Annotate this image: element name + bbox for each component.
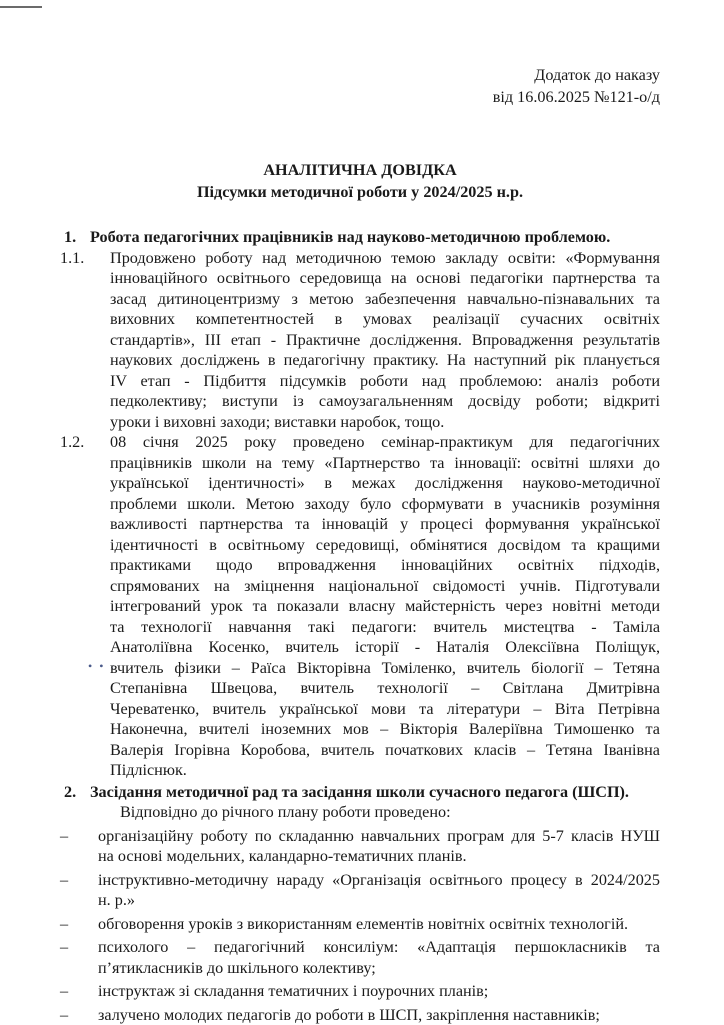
item-text <box>110 248 660 433</box>
text-line: спрямованих на зміцнення національної свідомості учнів. Підготували <box>110 576 660 597</box>
section-2-intro: Відповідно до річного плану роботи проведено: <box>60 802 660 823</box>
text-line: педколективу; виступи із самоузагальненням досвіду роботи; відкриті <box>110 391 660 412</box>
text-line: інструктаж зі складання тематичних і поурочних планів; <box>98 981 660 1002</box>
list-item <box>60 937 660 978</box>
text-line: обговорення уроків з використанням елементів новітніх освітніх технологій. <box>98 914 660 935</box>
text-line: Наконечна, вчителі іноземних мов – Вікторія Валеріївна Тимошенко та <box>110 719 660 740</box>
list-dash: – <box>60 937 98 978</box>
text-line: Підліснюк. <box>110 760 660 781</box>
text-line: та технології навчання такі педагоги: вчитель мистецтва - Таміла <box>110 617 660 638</box>
section-2-title: Засідання методичної рад та засідання школи сучасного педагога (ШСП). <box>90 782 629 803</box>
text-line: української ідентичності» в межах дослідження науково-методичної <box>110 473 660 494</box>
list-item-text <box>98 937 660 978</box>
list-item-text <box>98 1005 660 1025</box>
appendix-reference <box>60 64 660 108</box>
text-line: інноваційного освітнього середовища на основі педагогіки партнерства та <box>110 268 660 289</box>
list-item-text <box>98 870 660 911</box>
section-2-heading <box>60 782 660 803</box>
list-item <box>60 870 660 911</box>
list-dash: – <box>60 914 98 935</box>
document-subtitle: Підсумки методичної роботи у 2024/2025 н.р. <box>60 181 660 203</box>
section-1-number: 1. <box>60 227 90 248</box>
text-line: засад дитиноцентризму з метою забезпечення навчально-пізнавальних та <box>110 289 660 310</box>
item-number: 1.2. <box>60 432 110 781</box>
appendix-line-2: від 16.06.2025 №121-о/д <box>60 86 660 108</box>
list-item-text <box>98 981 660 1002</box>
list-item-text <box>98 826 660 867</box>
text-line: залучено молодих педагогів до роботи в ШСП, закріплення наставників; <box>98 1005 660 1025</box>
scan-edge-mark <box>0 6 42 8</box>
appendix-line-1: Додаток до наказу <box>60 64 660 86</box>
text-line: IV етап - Підбиття підсумків роботи над проблемою: аналіз роботи <box>110 371 660 392</box>
text-line: Анатоліївна Косенко, вчитель історії - Наталія Олексіївна Поліщук, <box>110 637 660 658</box>
text-line: важливості партнерства та інновацій у процесі формування української <box>110 514 660 535</box>
list-item-text <box>98 914 660 935</box>
title-block <box>60 159 660 203</box>
document-title: АНАЛІТИЧНА ДОВІДКА <box>60 159 660 181</box>
text-line: проблеми школи. Метою заходу було сформувати в учасників розуміння <box>110 494 660 515</box>
list-dash: – <box>60 826 98 867</box>
text-line: інтегрований урок та показали власну майстерність через новітні методи <box>110 596 660 617</box>
list-dash: – <box>60 981 98 1002</box>
text-line: ідентичності в освітньому середовищі, обмінятися досвідом та кращими <box>110 535 660 556</box>
list-item <box>60 914 660 935</box>
list-item <box>60 1005 660 1025</box>
text-line: Череватенко, вчитель української мови та літератури – Віта Петрівна <box>110 699 660 720</box>
list-dash: – <box>60 870 98 911</box>
list-item <box>60 981 660 1002</box>
item-1-1 <box>60 248 660 433</box>
text-line: стандартів», ІІІ етап - Практичне дослідження. Впровадження результатів <box>110 330 660 351</box>
list-item <box>60 826 660 867</box>
text-line: 08 січня 2025 року проведено семінар-практикум для педагогічних <box>110 432 660 453</box>
text-line: працівників школи на тему «Партнерство та інновації: освітні шляхи до <box>110 453 660 474</box>
margin-ink-mark: • • ‹ <box>88 659 116 674</box>
text-line: вчитель фізики – Раїса Вікторівна Томіленко, вчитель біології – Тетяна <box>110 658 660 679</box>
text-line: п’ятикласників до шкільного колективу; <box>98 958 660 979</box>
text-line: Валерія Ігорівна Коробова, вчитель початкових класів – Тетяна Іванівна <box>110 740 660 761</box>
section-2-number: 2. <box>60 782 90 803</box>
text-line: н. р.» <box>98 890 660 911</box>
text-line: наукових досліджень в педагогічну практику. На наступний рік планується <box>110 350 660 371</box>
item-text <box>110 432 660 781</box>
item-1-2 <box>60 432 660 781</box>
text-line: уроки і виховні заходи; виставки наробок, тощо. <box>110 412 660 433</box>
text-line: практиками щодо впровадження інноваційних освітніх підходів, <box>110 555 660 576</box>
text-line: Продовжено роботу над методичною темою закладу освіти: «Формування <box>110 248 660 269</box>
item-number: 1.1. <box>60 248 110 433</box>
text-line: організаційну роботу по складанню навчальних програм для 5-7 класів НУШ <box>98 826 660 847</box>
text-line: на основі модельних, каландарно-тематичних планів. <box>98 846 660 867</box>
text-line: психолого – педагогічний консиліум: «Адаптація першокласників та <box>98 937 660 958</box>
section-1-title: Робота педагогічних працівників над науково-методичною проблемою. <box>90 227 610 248</box>
text-line: Степанівна Швецова, вчитель технології – Світлана Дмитрівна <box>110 678 660 699</box>
list-dash: – <box>60 1005 98 1025</box>
section-1-heading <box>60 227 660 248</box>
document-page <box>60 64 660 1025</box>
text-line: виховних компетентностей в умовах реалізації сучасних освітніх <box>110 309 660 330</box>
text-line: інструктивно-методичну нараду «Організація освітнього процесу в 2024/2025 <box>98 870 660 891</box>
